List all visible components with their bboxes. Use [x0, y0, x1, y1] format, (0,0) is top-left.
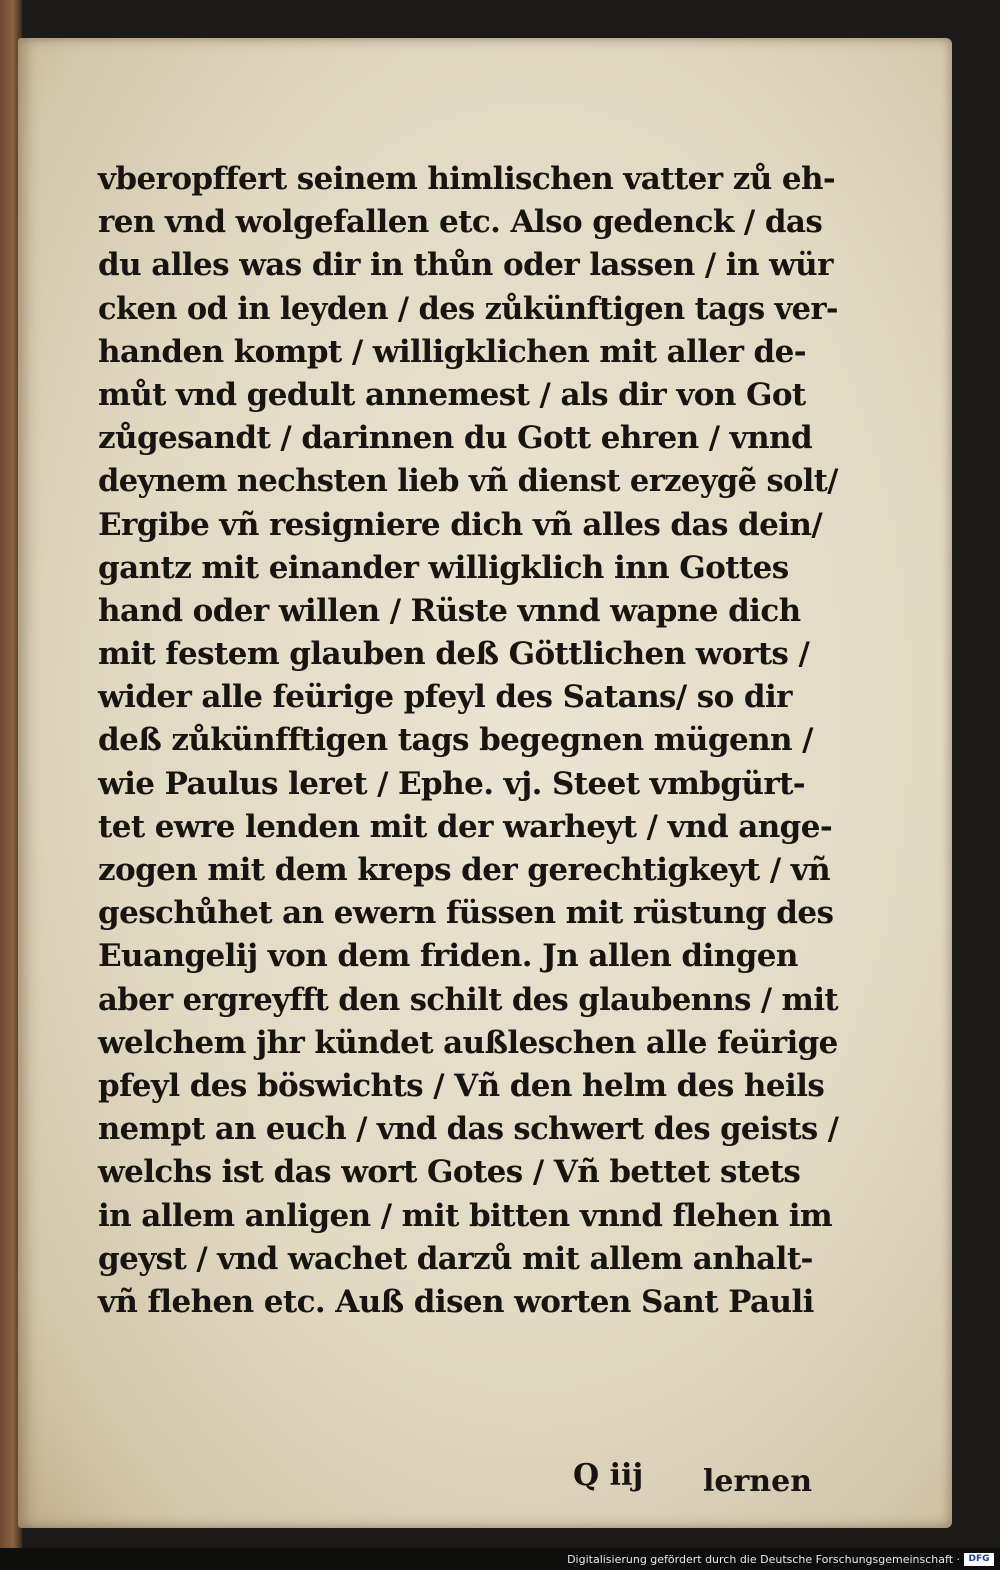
- text-line: gantz mit einander willigklich inn Gottes: [98, 549, 789, 586]
- text-line: wider alle feürige pfeyl des Satans/ so dir: [98, 679, 792, 716]
- page-text: [98, 158, 839, 1499]
- book-page: [18, 38, 952, 1528]
- text-line: Euangelij von dem friden. Jn allen dingen: [98, 938, 798, 975]
- text-line: cken od in leyden / des zůkünftigen tags ver-: [98, 290, 838, 327]
- funding-credit: Digitalisierung gefördert durch die Deutsche Forschungsgemeinschaft ·: [567, 1553, 960, 1566]
- credit-bar: [0, 1548, 1000, 1570]
- text-line: ren vnd wolgefallen etc. Also gedenck / das: [98, 204, 823, 241]
- text-line: deynem nechsten lieb vñ dienst erzeygẽ solt/: [98, 463, 838, 500]
- dfg-logo: DFG: [964, 1553, 994, 1566]
- text-line: můt vnd gedult annemest / als dir von Got: [98, 376, 806, 413]
- text-line: Ergibe vñ resigniere dich vñ alles das dein/: [98, 506, 823, 543]
- text-line: wie Paulus leret / Ephe. vj. Steet vmbgürt-: [98, 765, 806, 802]
- text-line: zogen mit dem kreps der gerechtigkeyt / vñ: [98, 852, 831, 888]
- text-line: in allem anligen / mit bitten vnnd flehen im: [98, 1197, 833, 1234]
- text-line: zůgesandt / darinnen du Gott ehren / vnnd: [98, 420, 813, 457]
- text-line: vberopffert seinem himlischen vatter zů eh-: [98, 161, 836, 197]
- text-line: nempt an euch / vnd das schwert des geists /: [98, 1111, 839, 1148]
- text-line: geyst / vnd wachet darzů mit allem anhalt-: [98, 1240, 813, 1277]
- signature-mark: Q iij: [573, 1458, 644, 1493]
- text-line: du alles was dir in thůn oder lassen / in wür: [98, 247, 833, 284]
- text-line: tet ewre lenden mit der warheyt / vnd ange-: [98, 808, 833, 845]
- text-line: handen kompt / willigklichen mit aller de-: [98, 333, 806, 370]
- text-line: pfeyl des böswichts / Vñ den helm des heils: [98, 1067, 825, 1104]
- text-line: geschůhet an ewern füssen mit rüstung des: [98, 895, 834, 932]
- text-line: welchs ist das wort Gotes / Vñ bettet stets: [98, 1154, 801, 1191]
- text-line: aber ergreyfft den schilt des glaubenns / mit: [98, 981, 838, 1018]
- catchword: lernen: [703, 1464, 812, 1499]
- page-footer: [98, 1458, 838, 1508]
- text-line: vñ flehen etc. Auß disen worten Sant Pauli: [98, 1283, 814, 1320]
- text-line: welchem jhr kündet außleschen alle feürige: [98, 1024, 838, 1061]
- text-line: deß zůkünfftigen tags begegnen mügenn /: [98, 722, 813, 759]
- text-line: hand oder willen / Rüste vnnd wapne dich: [98, 592, 801, 629]
- text-line: mit festem glauben deß Göttlichen worts /: [98, 636, 810, 673]
